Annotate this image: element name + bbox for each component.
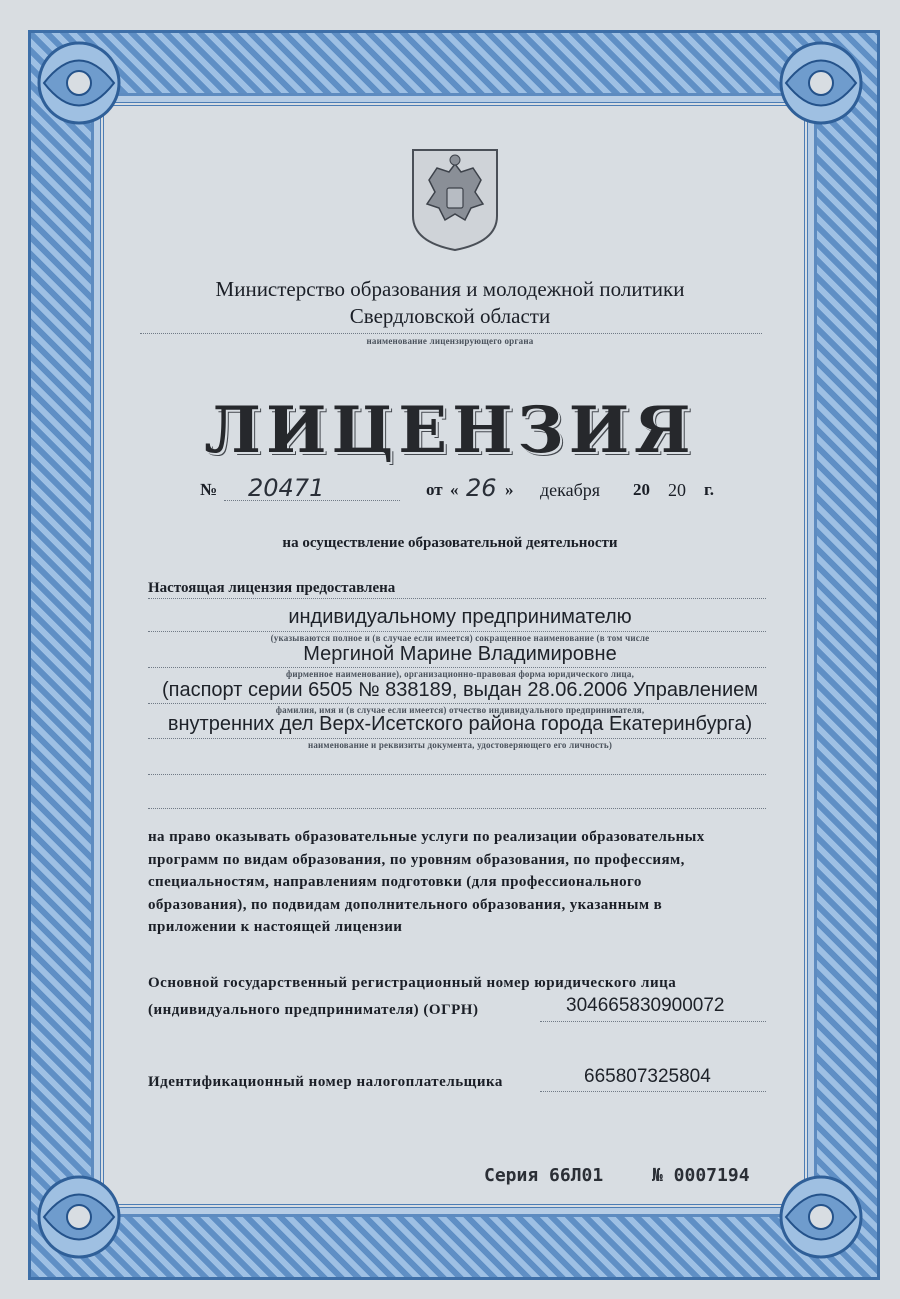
divider <box>224 500 400 501</box>
issuing-authority-line2: Свердловской области <box>349 304 551 328</box>
divider <box>140 333 762 334</box>
authority-caption: наименование лицензирующего органа <box>366 336 534 346</box>
rights-line3: специальностям, направлениям подготовки (для профессионального <box>148 874 642 890</box>
divider <box>148 667 766 668</box>
rights-line2: программ по видам образования, по уровням образования, по профессиям, <box>148 851 685 868</box>
rights-line1: на право оказывать образовательные услуги по реализации образовательных <box>148 829 705 845</box>
coat-of-arms-icon <box>409 146 501 252</box>
form-series: Серия 66Л01 <box>484 1165 604 1186</box>
divider <box>148 631 766 632</box>
grantee-line3: (паспорт серии 6505 № 838189, выдан 28.06.2006 Управлением <box>161 679 758 701</box>
date-open-quote: « <box>450 480 459 499</box>
issuing-authority-line1: Министерство образования и молодежной политики <box>215 277 685 301</box>
ogrn-label-line1: Основной государственный регистрационный номер юридического лица <box>148 975 677 991</box>
license-number: 20471 <box>248 474 325 502</box>
divider <box>148 598 766 599</box>
grantee-line1: индивидуальному предпринимателю <box>288 606 632 628</box>
grantee-line4: внутренних дел Верх-Исетского района города Екатеринбурга) <box>167 713 753 735</box>
grantee-caption4: наименование и реквизиты документа, удостоверяющего его личность) <box>307 740 613 750</box>
rights-line4: образования), по подвидам дополнительного образования, указанным в <box>148 896 663 913</box>
license-rights <box>148 826 772 939</box>
divider <box>540 1091 766 1092</box>
grantee-caption1: (указываются полное и (в случае если имеется) сокращенное наименование (в том числе <box>270 633 650 643</box>
divider <box>148 738 766 739</box>
date-year-prefix: 20 <box>633 480 650 499</box>
divider <box>148 703 766 704</box>
ogrn-label-line2: (индивидуального предпринимателя) (ОГРН) <box>148 1002 479 1018</box>
date-month: декабря <box>540 480 601 500</box>
grantee-intro: Настоящая лицензия предоставлена <box>148 580 396 596</box>
inn-label: Идентификационный номер налогоплательщика <box>148 1074 503 1090</box>
grantee-line2: Мергиной Марине Владимировне <box>303 643 617 665</box>
divider <box>148 808 766 809</box>
grantee-caption3: фамилия, имя и (в случае если имеется) отчество индивидуального предпринимателя, <box>275 705 645 715</box>
divider <box>540 1021 766 1022</box>
date-day: 26 <box>466 474 497 502</box>
date-year-suffix: 20 <box>668 480 686 500</box>
grantee-caption2: фирменное наименование), организационно-правовая форма юридического лица, <box>285 669 635 679</box>
date-close-quote: » <box>505 480 514 499</box>
license-purpose: на осуществление образовательной деятельности <box>282 535 618 551</box>
divider <box>148 774 766 775</box>
form-number: № 0007194 <box>652 1165 750 1186</box>
inn-value: 665807325804 <box>584 1066 711 1087</box>
ogrn-value: 304665830900072 <box>566 995 725 1016</box>
date-from-label: от <box>426 480 443 499</box>
date-year-abbr: г. <box>704 480 715 499</box>
number-prefix: № <box>200 480 218 499</box>
document-title: ЛИЦЕНЗИЯ <box>204 393 696 468</box>
rights-line5: приложении к настоящей лицензии <box>148 919 403 935</box>
